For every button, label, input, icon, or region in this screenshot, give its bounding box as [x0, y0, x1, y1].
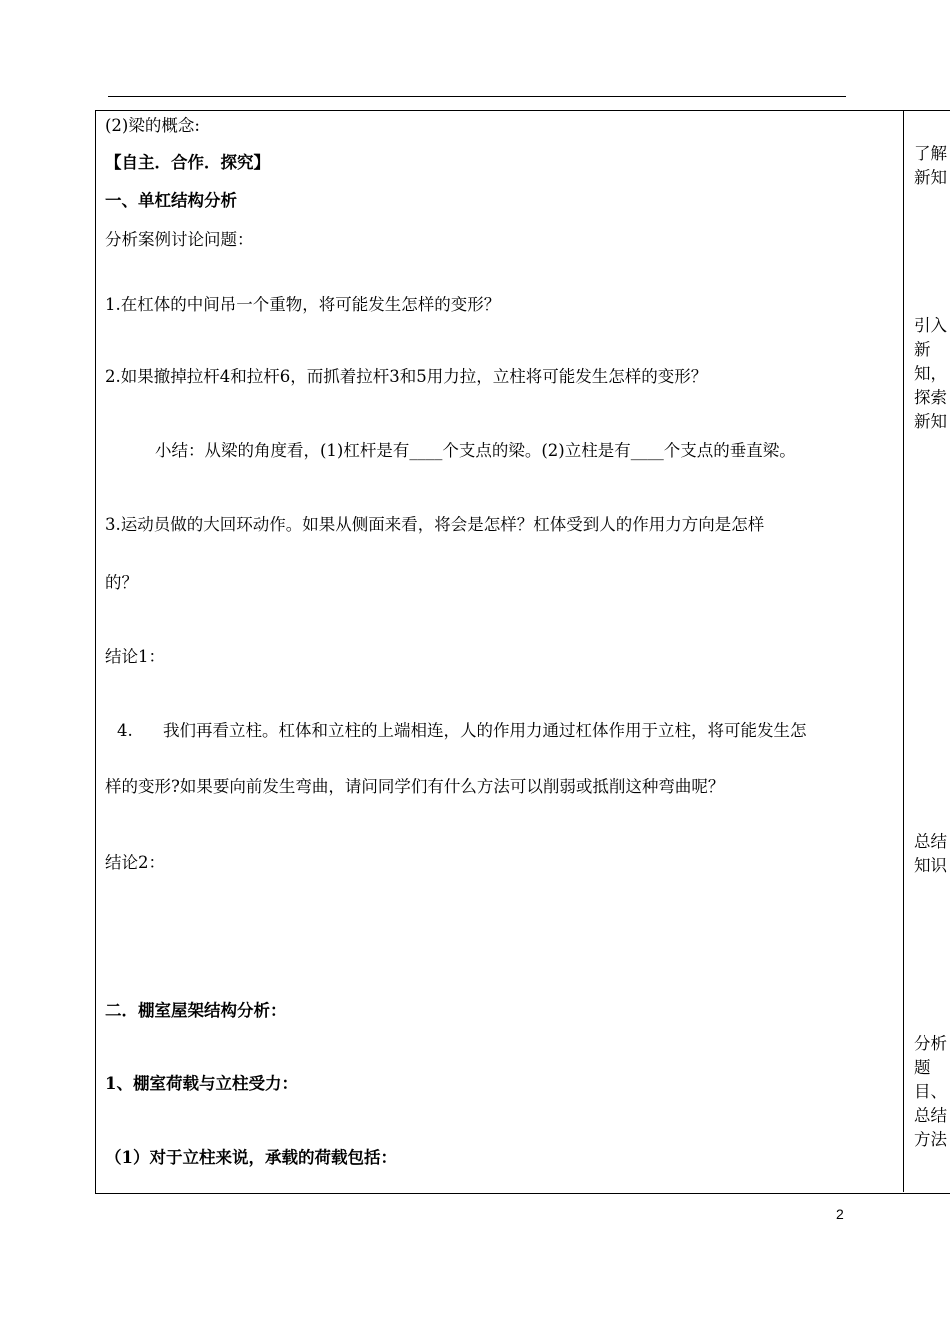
- question-1: 1.在杠体的中间吊一个重物，将可能发生怎样的变形？: [105, 295, 501, 314]
- content-table: [95, 110, 950, 1194]
- beam-concept-line: (2)梁的概念:: [105, 116, 200, 135]
- section-heading-1: 一、单杠结构分析: [105, 191, 237, 210]
- summary-line: 小结：从梁的角度看，(1)杠杆是有____个支点的梁。(2)立柱是有____个支点的垂直梁。: [155, 441, 796, 460]
- question-2: 2.如果撤掉拉杆4和拉杆6，而抓着拉杆3和5用力拉，立柱将可能发生怎样的变形？: [105, 367, 708, 386]
- question-3-cont: 的？: [105, 573, 138, 592]
- side-note-understand: 了解 新知: [914, 144, 947, 187]
- question-4: 我们再看立柱。杠体和立柱的上端相连，人的作用力通过杠体作用于立柱，将可能发生怎: [163, 721, 807, 740]
- page-number: 2: [836, 1206, 844, 1222]
- question-4-number: 4.: [117, 721, 133, 740]
- subsection-item-1: （1）对于立柱来说，承载的荷载包括：: [105, 1148, 397, 1167]
- question-3: 3.运动员做的大回环动作。如果从侧面来看，将会是怎样？杠体受到人的作用力方向是怎样: [105, 515, 765, 534]
- question-4-cont: 样的变形?如果要向前发生弯曲，请问同学们有什么方法可以削弱或抵削这种弯曲呢？: [105, 777, 725, 796]
- conclusion-2: 结论2：: [105, 853, 165, 872]
- discussion-intro: 分析案例讨论问题：: [105, 230, 254, 249]
- side-note-summarize: 总结 知识: [914, 832, 947, 875]
- side-note-explore: 引入 新 知， 探索 新知: [914, 316, 947, 431]
- side-note-analyze: 分析 题 目、 总结 方法: [914, 1034, 947, 1149]
- section-heading-inquiry: 【自主．合作．探究】: [105, 153, 270, 172]
- column-divider: [903, 110, 904, 1192]
- section-heading-2: 二．棚室屋架结构分析：: [105, 1001, 287, 1020]
- conclusion-1: 结论1：: [105, 647, 165, 666]
- header-rule: [108, 96, 846, 97]
- subsection-heading-1: 1、棚室荷载与立柱受力：: [105, 1074, 298, 1093]
